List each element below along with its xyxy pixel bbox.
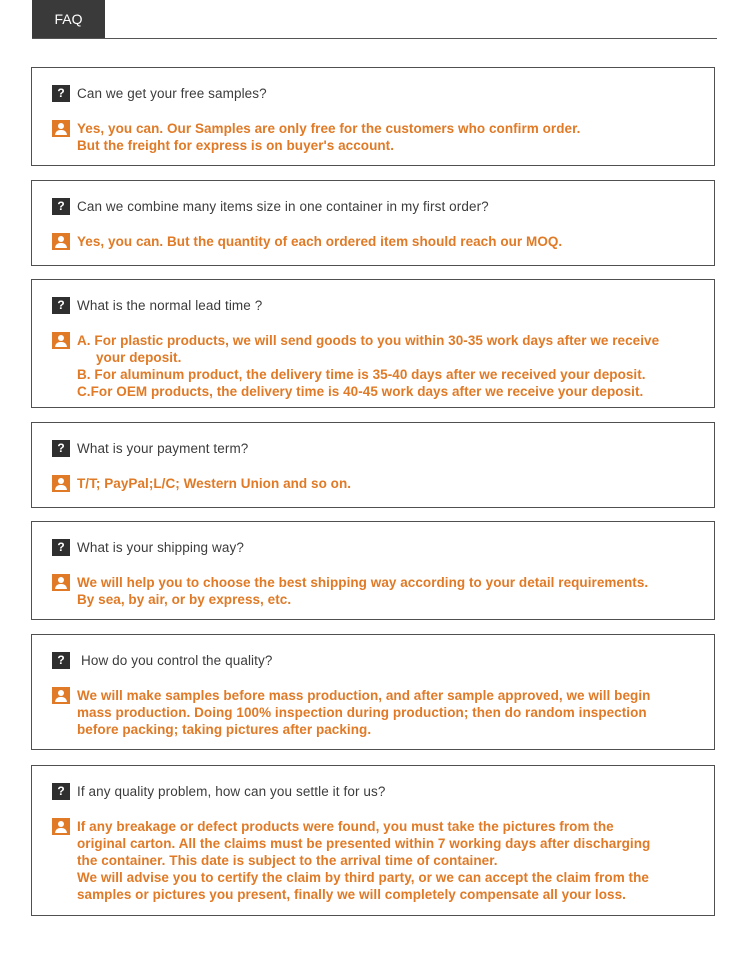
person-icon: [52, 818, 70, 835]
question-text: Can we get your free samples?: [77, 86, 267, 101]
faq-card: [31, 521, 715, 620]
question-text: What is your shipping way?: [77, 540, 244, 555]
question-mark-icon: ?: [52, 297, 70, 314]
question-mark-icon: ?: [52, 652, 70, 669]
header-tab-bar: [32, 0, 717, 39]
question-mark-icon: ?: [52, 198, 70, 215]
question-text: If any quality problem, how can you settle it for us?: [77, 784, 386, 799]
person-icon: [52, 574, 70, 591]
faq-card: [31, 765, 715, 916]
answer-text: Yes, you can. Our Samples are only free for the customers who confirm order. But the freight for express is on buyer's account.: [77, 121, 581, 153]
question-mark-icon: ?: [52, 440, 70, 457]
person-icon: [52, 687, 70, 704]
faq-card: [31, 634, 715, 750]
faq-card: [31, 422, 715, 508]
answer-text: We will help you to choose the best shipping way according to your detail requirements. By sea, by air, or by express, etc.: [77, 575, 649, 607]
faq-card: [31, 180, 715, 266]
person-icon: [52, 332, 70, 349]
answer-text: Yes, you can. But the quantity of each ordered item should reach our MOQ.: [77, 234, 563, 249]
answer-text: We will make samples before mass production, and after sample approved, we will begin mass production. Doing 100% inspection during production; then do random inspection before packing; taking pictures after packing.: [77, 688, 651, 737]
faq-tab[interactable]: FAQ: [32, 0, 105, 38]
answer-text: A. For plastic products, we will send goods to you within 30-35 work days after we receive your deposit. B. For aluminum product, the delivery time is 35-40 days after we received your deposit. C.For OEM products, the delivery time is 40-45 work days after we receive your deposit.: [77, 333, 660, 399]
person-icon: [52, 120, 70, 137]
question-mark-icon: ?: [52, 539, 70, 556]
question-text: Can we combine many items size in one container in my first order?: [77, 199, 489, 214]
person-icon: [52, 475, 70, 492]
question-mark-icon: ?: [52, 783, 70, 800]
question-text: What is the normal lead time ?: [77, 298, 263, 313]
question-row: [52, 85, 694, 102]
answer-text: If any breakage or defect products were found, you must take the pictures from the original carton. All the claims must be presented within 7 working days after discharging the container. This date is subject to the arrival time of container. We will advise you to certify the claim by third party, or we can accept the claim from the samples or pictures you present, finally we will completely compensate all your loss.: [77, 819, 651, 902]
question-text: How do you control the quality?: [81, 653, 273, 668]
question-mark-icon: ?: [52, 85, 70, 102]
faq-card: [31, 279, 715, 408]
person-icon: [52, 233, 70, 250]
question-text: What is your payment term?: [77, 441, 249, 456]
answer-text: T/T; PayPal;L/C; Western Union and so on.: [77, 476, 352, 491]
faq-card: [31, 67, 715, 166]
